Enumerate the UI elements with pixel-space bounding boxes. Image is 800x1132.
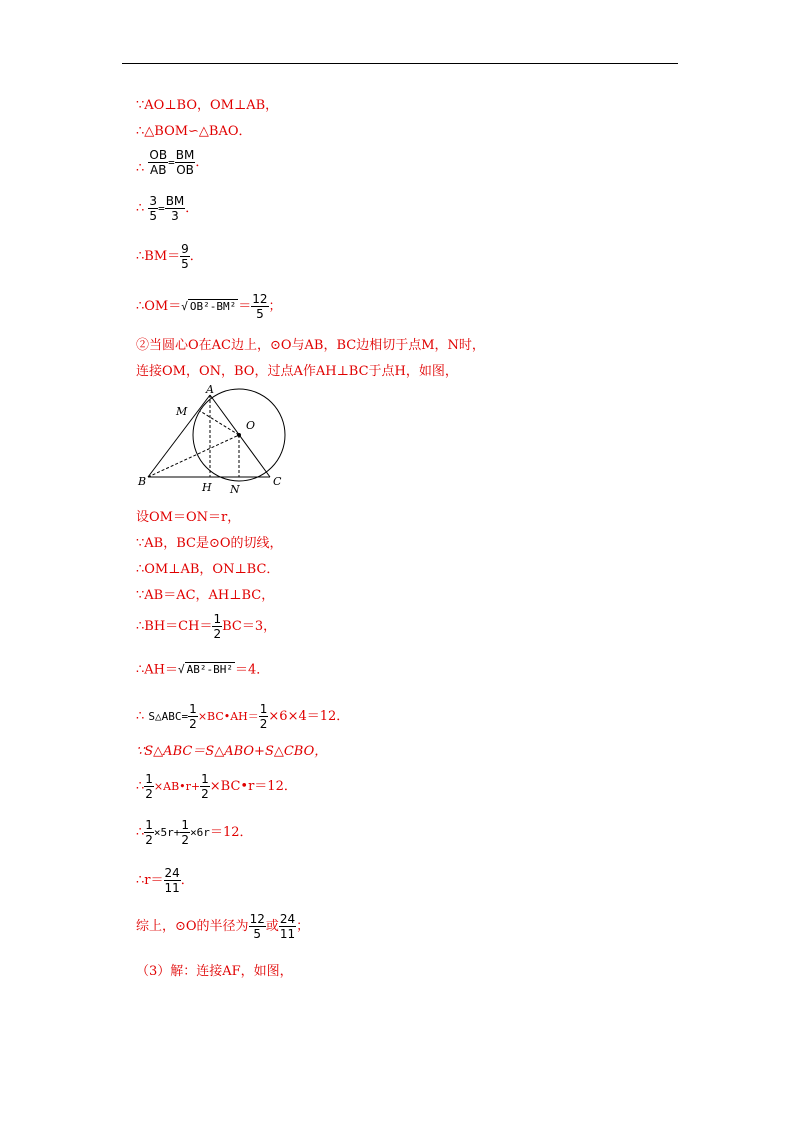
line-1: ∵AO⊥BO，OM⊥AB， xyxy=(136,98,279,113)
fraction: $\frac{1}{2}$ xyxy=(145,818,153,847)
line-14: ∴AH＝√ AB²-BH² ＝4． xyxy=(136,662,270,678)
fraction: $\frac{3}{5}$ xyxy=(149,194,158,223)
label-h: H xyxy=(202,481,212,494)
line-18: ∴ $\frac{1}{2}$ ×5r+ $\frac{1}{2}$ ×6r＝12． xyxy=(136,818,253,847)
sqrt-expression: √ OB²-BM² xyxy=(181,299,237,313)
line-8: 连接OM，ON，BO，过点A作AH⊥BC于点H，如图， xyxy=(136,364,458,379)
fraction: $\frac{24}{11}$ xyxy=(279,912,296,941)
line-21: （3）解：连接AF，如图， xyxy=(136,964,293,979)
header-rule xyxy=(122,63,678,64)
line-7: ②当圆心O在AC边上，⊙O与AB，BC边相切于点M，N时， xyxy=(136,338,485,353)
line-12: ∵AB＝AC，AH⊥BC， xyxy=(136,588,275,603)
line-13: ∴BH＝CH＝ $\frac{1}{2}$ BC＝3， xyxy=(136,612,277,641)
fraction: $\frac{12}{5}$ xyxy=(252,292,268,321)
fraction: $\frac{1}{2}$ xyxy=(259,702,268,731)
fraction: $\frac{OB}{AB}$ xyxy=(149,148,168,177)
label-m: M xyxy=(176,405,188,418)
fraction: $\frac{24}{11}$ xyxy=(164,866,180,895)
fraction: $\frac{1}{2}$ xyxy=(181,818,190,847)
fraction: $\frac{1}{2}$ xyxy=(145,772,153,801)
fraction: $\frac{1}{2}$ xyxy=(201,772,209,801)
label-o: O xyxy=(246,419,256,432)
label-n: N xyxy=(230,483,240,496)
line-19: ∴r＝ $\frac{24}{11}$ ． xyxy=(136,866,194,895)
fraction: $\frac{1}{2}$ xyxy=(213,612,222,641)
center-point xyxy=(237,433,241,437)
line-10: ∵AB，BC是⊙O的切线， xyxy=(136,536,283,551)
line-17: ∴ $\frac{1}{2}$ ×AB•r+ $\frac{1}{2}$ ×BC•r＝12． xyxy=(136,772,297,801)
segment-om xyxy=(200,411,239,435)
line-5: ∴BM＝ $\frac{9}{5}$ ． xyxy=(136,242,203,271)
line-16: ∵S△ABC＝S△ABO+S△CBO， xyxy=(136,744,328,759)
geometry-figure xyxy=(136,383,296,498)
line-11: ∴OM⊥AB，ON⊥BC． xyxy=(136,562,280,577)
fraction: $\frac{BM}{OB}$ xyxy=(175,148,195,177)
line-15: ∴ S△ABC= $\frac{1}{2}$ ×BC•AH＝ $\frac{1}{2}$ ×6×4＝12． xyxy=(136,702,350,731)
line-20: 综上，⊙O的半径为 $\frac{12}{5}$ 或 $\frac{24}{11}$ ； xyxy=(136,912,310,941)
fraction: $\frac{12}{5}$ xyxy=(249,912,265,941)
fraction: $\frac{BM}{3}$ xyxy=(165,194,185,223)
fraction: $\frac{9}{5}$ xyxy=(181,242,189,271)
label-c: C xyxy=(273,475,282,488)
line-6: ∴OM＝√ OB²-BM² ＝ $\frac{12}{5}$ ； xyxy=(136,292,282,321)
label-a: A xyxy=(206,383,214,396)
label-b: B xyxy=(138,475,147,488)
line-4: ∴ $\frac{3}{5}$ = $\frac{BM}{3}$ ． xyxy=(136,194,199,223)
line-3: ∴ $\frac{OB}{AB}$ = $\frac{BM}{OB}$ ． xyxy=(136,148,209,177)
line-9: 设OM＝ON＝r， xyxy=(136,510,241,525)
sqrt-expression: √ AB²-BH² xyxy=(178,663,233,676)
fraction: $\frac{1}{2}$ xyxy=(189,702,197,731)
line-2: ∴△BOM∽△BAO． xyxy=(136,124,252,139)
